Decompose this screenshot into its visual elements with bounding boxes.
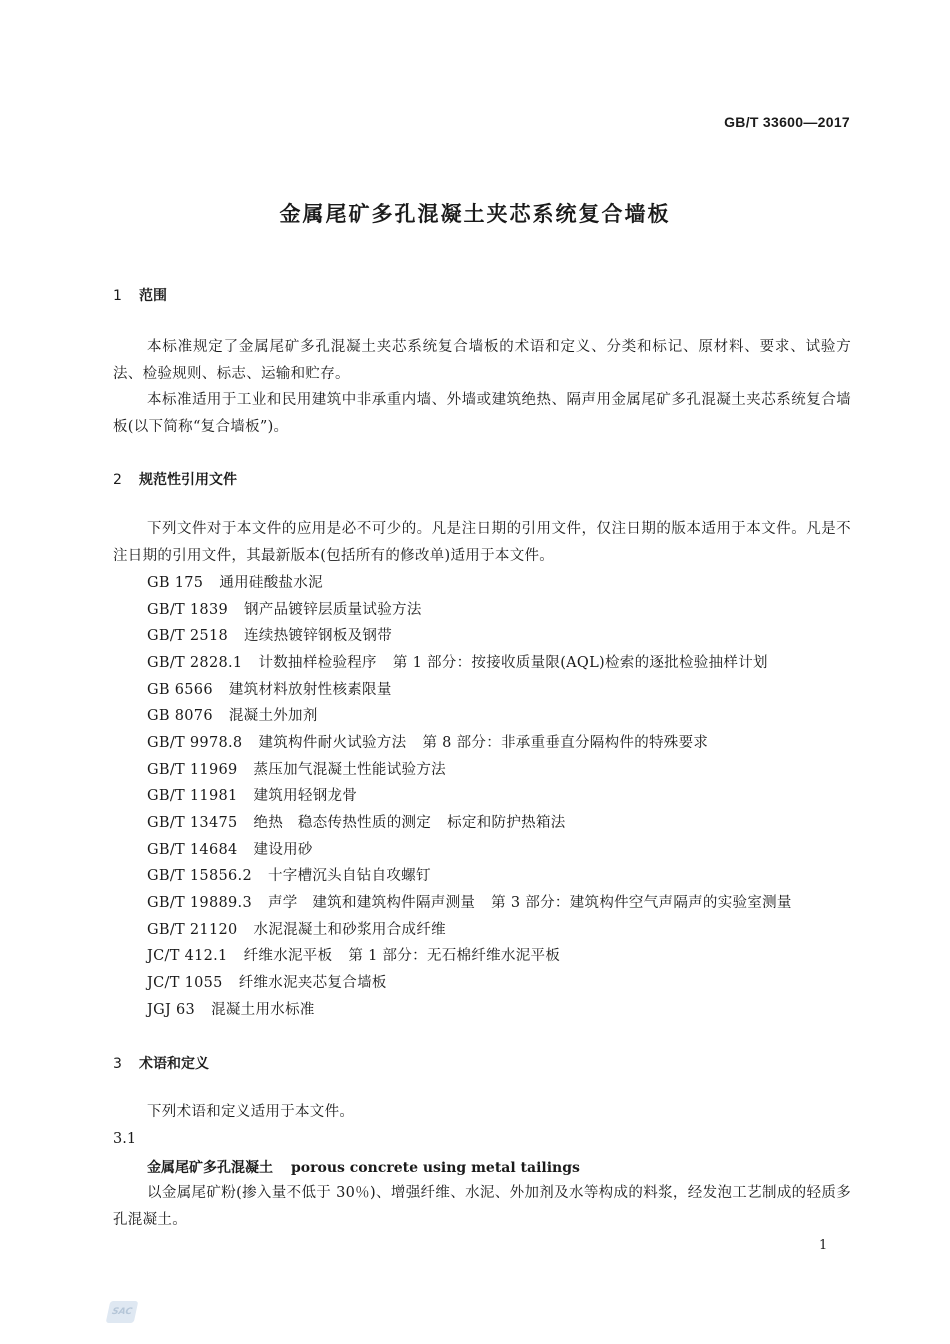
reference-part: 第 1 部分：按接收质量限(AQL)检索的逐批检验抽样计划 — [392, 655, 768, 671]
document-title: 金属尾矿多孔混凝土夹芯系统复合墙板 — [279, 202, 671, 226]
reference-title: 蒸压加气混凝土性能试验方法 — [253, 762, 446, 778]
section-number: 3 — [113, 1056, 122, 1072]
reference-item — [147, 840, 313, 860]
reference-item — [147, 1000, 315, 1020]
reference-title: 计数抽样检验程序 — [258, 655, 377, 671]
section-title: 范围 — [139, 288, 167, 304]
reference-code: GB/T 11981 — [147, 788, 238, 804]
reference-item — [147, 600, 422, 620]
reference-code: JC/T 412.1 — [147, 948, 228, 964]
reference-code: GB/T 13475 — [147, 815, 238, 831]
reference-item — [147, 893, 792, 913]
section-number: 2 — [113, 472, 122, 488]
reference-item — [147, 733, 708, 753]
reference-code: GB/T 2828.1 — [147, 655, 243, 671]
reference-part: 第 3 部分：建筑构件空气声隔声的实验室测量 — [491, 895, 792, 911]
reference-code: GB/T 9978.8 — [147, 735, 243, 751]
reference-title: 建筑用轻钢龙骨 — [253, 788, 358, 804]
reference-title: 通用硅酸盐水泥 — [219, 575, 323, 591]
reference-code: GB 6566 — [147, 682, 213, 698]
reference-title: 混凝土用水标准 — [211, 1002, 315, 1018]
reference-title: 建筑材料放射性核素限量 — [228, 682, 392, 698]
reference-part: 第 1 部分：无石棉纤维水泥平板 — [348, 948, 561, 964]
reference-item — [147, 706, 318, 726]
reference-title: 连续热镀锌钢板及钢带 — [244, 628, 393, 644]
reference-code: JC/T 1055 — [147, 975, 223, 991]
term-number: 3.1 — [113, 1131, 137, 1147]
reference-code: GB/T 11969 — [147, 762, 238, 778]
reference-code: GB 8076 — [147, 708, 213, 724]
reference-code: GB/T 15856.2 — [147, 868, 252, 884]
reference-item — [147, 680, 392, 700]
section-title: 规范性引用文件 — [139, 472, 237, 488]
reference-title: 声学 建筑和建筑构件隔声测量 — [267, 895, 476, 911]
reference-code: GB/T 1839 — [147, 602, 229, 618]
reference-part: 第 8 部分：非承重垂直分隔构件的特殊要求 — [422, 735, 709, 751]
section-1-heading — [113, 285, 167, 305]
reference-title: 纤维水泥平板 — [243, 948, 333, 964]
reference-item — [147, 920, 446, 940]
reference-item — [147, 626, 392, 646]
section-3-heading — [113, 1053, 209, 1073]
reference-part: 标定和防护热箱法 — [447, 815, 566, 831]
reference-title: 钢产品镀锌层质量试验方法 — [244, 602, 422, 618]
normative-intro: 下列文件对于本文件的应用是必不可少的。凡是注日期的引用文件，仅注日期的版本适用于本文件。凡是不注日期的引用文件，其最新版本(包括所有的修改单)适用于本文件。 — [113, 521, 851, 564]
reference-code: GB/T 14684 — [147, 842, 238, 858]
scope-paragraph-1: 本标准规定了金属尾矿多孔混凝土夹芯系统复合墙板的术语和定义、分类和标记、原材料、要求、试验方法、检验规则、标志、运输和贮存。 — [113, 339, 851, 382]
reference-title: 混凝土外加剂 — [228, 708, 318, 724]
reference-item — [147, 786, 357, 806]
section-2-heading — [113, 469, 237, 489]
reference-title: 建筑构件耐火试验方法 — [258, 735, 407, 751]
reference-title: 建设用砂 — [253, 842, 313, 858]
reference-title: 十字槽沉头自钻自攻螺钉 — [267, 868, 431, 884]
reference-item — [147, 813, 566, 833]
reference-title: 绝热 稳态传热性质的测定 — [253, 815, 432, 831]
reference-item — [147, 946, 560, 966]
reference-item — [147, 866, 431, 886]
sac-logo: SAC — [106, 1301, 139, 1323]
term-definition: 以金属尾矿粉(掺入量不低于 30％)、增强纤维、水泥、外加剂及水等构成的料浆，经发泡工艺制成的轻质多孔混凝土。 — [113, 1185, 851, 1228]
term-chinese: 金属尾矿多孔混凝土 — [147, 1160, 273, 1176]
section-title: 术语和定义 — [139, 1056, 209, 1072]
reference-code: GB/T 2518 — [147, 628, 229, 644]
terms-intro: 下列术语和定义适用于本文件。 — [147, 1104, 355, 1120]
reference-code: GB 175 — [147, 575, 204, 591]
reference-item — [147, 573, 323, 593]
reference-title: 水泥混凝土和砂浆用合成纤维 — [253, 922, 446, 938]
reference-item — [147, 973, 387, 993]
scope-paragraph-2: 本标准适用于工业和民用建筑中非承重内墙、外墙或建筑绝热、隔声用金属尾矿多孔混凝土夹芯系统复合墙板(以下简称“复合墙板”)。 — [113, 392, 851, 435]
reference-item — [147, 760, 446, 780]
term-heading — [147, 1157, 580, 1177]
reference-title: 纤维水泥夹芯复合墙板 — [238, 975, 387, 991]
reference-code: GB/T 19889.3 — [147, 895, 252, 911]
reference-code: GB/T 21120 — [147, 922, 238, 938]
section-number: 1 — [113, 288, 122, 304]
reference-item — [147, 653, 768, 673]
reference-code: JGJ 63 — [147, 1002, 196, 1018]
standard-code: GB/T 33600—2017 — [724, 114, 850, 130]
term-english: porous concrete using metal tailings — [291, 1160, 580, 1176]
page-number: 1 — [819, 1238, 828, 1253]
